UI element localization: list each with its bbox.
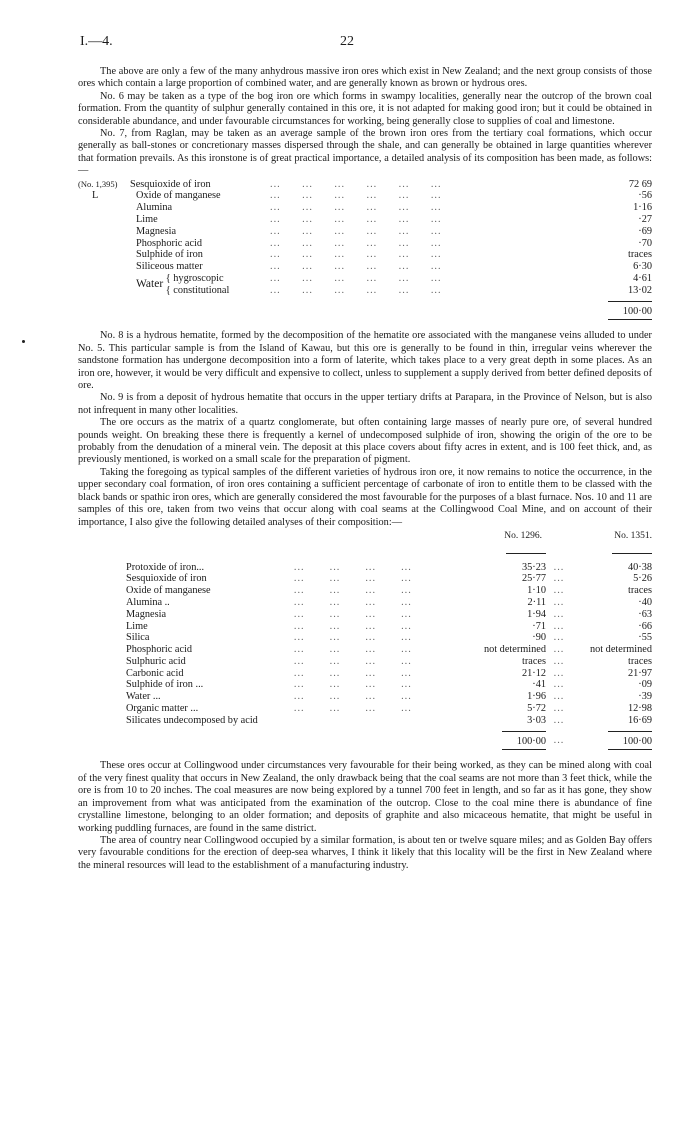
sample-ref-letter: L	[92, 190, 99, 202]
total-value: 100·00	[608, 731, 652, 751]
table-row: Sulphuric acid ... ... ... ... traces ... traces	[126, 655, 652, 667]
row-value: 13·02	[627, 284, 652, 296]
row-value: 1·16	[633, 202, 652, 214]
paragraph: The area of country near Collingwood occupied by a similar formation, is about ten or twelve square miles; and as Golden Bay offers very favourable conditions for the erection of deep-sea wharves, I think it likely that this locality will be the first in New Zealand where the mineral resources will lead to the establishment of a manufacturing industry.	[78, 834, 652, 871]
row-label: Sesquioxide of iron	[130, 178, 211, 190]
table-row: Silicates undecomposed by acid 3·03 ... 16·69	[126, 714, 652, 726]
analysis-table-raglan	[78, 179, 652, 321]
row-value: ·39	[638, 691, 652, 703]
row-label: hygroscopic	[173, 273, 224, 285]
row-value: 2·11	[527, 596, 546, 608]
row-value: ·09	[638, 679, 652, 691]
paragraph: The above are only a few of the many anhydrous massive iron ores which exist in New Zealand; and the next group consists of those ores which contain a large proportion of combined water, and are generally known as brown or hydrous ores.	[78, 66, 652, 90]
water-group: Water { hygroscopic { constitutional	[136, 273, 230, 296]
row-value: ·56	[638, 190, 652, 202]
table-row	[78, 249, 652, 261]
row-value: 21·97	[627, 667, 652, 679]
table-row	[78, 214, 652, 226]
row-label: Oxide of manganese	[126, 585, 211, 597]
table-row: Sulphide of iron ... ... ... ... ... ·41 ... ·09	[126, 679, 652, 691]
row-value: traces	[627, 655, 652, 667]
section-reference: I.—4.	[80, 34, 113, 49]
row-value: 16·69	[627, 714, 652, 726]
row-value: ·71	[532, 620, 546, 632]
row-label: Sulphide of iron ...	[126, 679, 204, 691]
sample-ref: (No. 1,395)	[78, 178, 118, 189]
row-label: Alumina	[136, 202, 173, 214]
row-value: 35·23	[521, 561, 546, 573]
table-row: Oxide of manganese ... ... ... ... 1·10 ... traces	[126, 585, 652, 597]
row-value: 3·03	[527, 714, 546, 726]
paragraph: No. 6 may be taken as a type of the bog iron ore which forms in swampy localities, generally near the outcrop of the brown coal formation. From the quantity of sulphur generally contained in this ore, it is not adapted for making good iron; but it could be obtained in considerable abundance, and under favourable circumstances for working, being generally close to supplies of coal and limestone.	[78, 90, 652, 127]
row-value: 4·61	[633, 273, 652, 285]
row-label: Protoxide of iron...	[126, 561, 205, 573]
table-row: Silica ... ... ... ... ·90 ... ·55	[126, 632, 652, 644]
paragraph: No. 9 is from a deposit of hydrous hematite that occurs in the upper tertiary drifts at Parapara, in the Province of Nelson, but is also not infrequent in many other localities.	[78, 392, 652, 416]
row-value: not determined	[483, 644, 546, 656]
table-row	[78, 238, 652, 250]
row-label: Magnesia	[126, 608, 167, 620]
row-value: ·90	[532, 632, 546, 644]
paragraph: No. 8 is a hydrous hematite, formed by the decomposition of the hematite ore associated with the manganese veins alluded to under No. 5. This particular sample is from the Island of Kawau, but this ore is generally to be found in thin, irregular veins wherever the sandstone formation has undergone decomposition into a form of laterite, which takes place to a very great depth in some places. As an iron ore, however, it would be very difficult and expensive to collect, unless to supplement a supply derived from better defined deposits of ore.	[78, 330, 652, 392]
table-header-row	[78, 531, 652, 543]
table-row: Magnesia ... ... ... ... 1·94 ... ·63	[126, 608, 652, 620]
leader-dots: ... ... ... ... ... ...	[270, 261, 442, 273]
margin-mark	[22, 340, 25, 343]
row-value: 6·30	[633, 261, 652, 273]
table-row	[78, 190, 652, 202]
total-value: 100·00	[608, 301, 652, 321]
table-row: Alumina .. ... ... ... ... 2·11 ... ·40	[126, 596, 652, 608]
table-row: Phosphoric acid ... ... ... ... not determined ... not determined	[126, 644, 652, 656]
row-value: ·41	[532, 679, 546, 691]
table-total-row: 100·00 ... 100·00	[78, 727, 652, 751]
row-label: Oxide of manganese	[136, 190, 221, 202]
leader-dots: ... ... ... ... ... ...	[270, 214, 442, 226]
row-label: Carbonic acid	[126, 667, 184, 679]
row-value: 25·77	[521, 573, 546, 585]
paragraph: The ore occurs as the matrix of a quartz conglomerate, but often containing large masses of nearly pure ore, of several hundred pounds weight. On breaking these there is frequently a kernel of undecomposed sulphide of iron, showing the origin of the ore to be probably from the denudation of a mineral vein. The deposit at this place covers about fifty acres in extent, and is 100 feet thick, and, as previously mentioned, is worked on a small scale for the preparation of pigment.	[78, 417, 652, 466]
row-label: Siliceous matter	[136, 261, 203, 273]
table-row: Water ... ... ... ... ... 1·96 ... ·39	[126, 691, 652, 703]
leader-dots: ... ... ... ... ... ...	[270, 202, 442, 214]
row-value: ·63	[638, 608, 652, 620]
document-body	[78, 66, 652, 872]
table-row	[78, 273, 652, 285]
table-row	[78, 202, 652, 214]
row-value: traces	[627, 585, 652, 597]
table-row: Protoxide of iron... ... ... ... ... 35·23 ... 40·38	[126, 561, 652, 573]
row-value: 5·72	[527, 703, 546, 715]
row-value: 1·96	[527, 691, 546, 703]
leader-dots: ... ... ... ... ... ...	[270, 178, 442, 190]
row-label: Lime	[136, 214, 158, 226]
total-value: 100·00	[502, 731, 546, 751]
row-value: 12·98	[627, 703, 652, 715]
row-value: ·70	[638, 237, 652, 249]
row-value: traces	[627, 249, 652, 261]
row-value: 1·94	[527, 608, 546, 620]
table-row: Sesquioxide of iron ... ... ... ... 25·77 ... 5·26	[126, 573, 652, 585]
row-value: 72 69	[628, 178, 652, 190]
water-label: Water	[136, 277, 164, 290]
row-label: Water ...	[126, 691, 161, 703]
row-label: Sesquioxide of iron	[126, 573, 207, 585]
row-label: Sulphide of iron	[136, 249, 203, 261]
leader-dots: ... ... ... ... ... ...	[270, 225, 442, 237]
row-value: ·27	[638, 214, 652, 226]
table-total-row	[78, 297, 652, 321]
leader-dots: ... ... ... ... ... ...	[270, 249, 442, 261]
leader-dots: ... ... ... ... ... ...	[270, 284, 442, 296]
paragraph: No. 7, from Raglan, may be taken as an average sample of the brown iron ores from the tertiary coal formations, which occur generally as ball-stones or concretionary masses dispersed through the shale, and can generally be obtained in large quantities wherever that formation prevails. As this ironstone is of great practical importance, a detailed analysis of its composition has been made, as follows:—	[78, 128, 652, 177]
leader-dots: ... ... ... ... ... ...	[270, 237, 442, 249]
row-value: not determined	[589, 644, 652, 656]
row-value: ·66	[638, 620, 652, 632]
table-row	[78, 226, 652, 238]
running-header	[0, 34, 700, 54]
row-value: 21·12	[521, 667, 546, 679]
column-header: No. 1351.	[614, 530, 652, 541]
row-label: Lime	[126, 620, 148, 632]
leader-dots: ... ... ... ... ... ...	[270, 273, 442, 285]
leader-dots: ... ... ... ... ... ...	[270, 190, 442, 202]
row-value: ·40	[638, 596, 652, 608]
analysis-table-collingwood	[78, 531, 652, 751]
row-label: Silicates undecomposed by acid	[126, 714, 258, 726]
row-label: constitutional	[173, 284, 230, 296]
row-value: ·55	[638, 632, 652, 644]
row-label: Phosphoric acid	[136, 237, 203, 249]
row-value: 40·38	[627, 561, 652, 573]
row-label: Sulphuric acid	[126, 655, 186, 667]
table-row: Organic matter ... ... ... ... ... 5·72 ... 12·98	[126, 703, 652, 715]
row-label: Silica	[126, 632, 150, 644]
table-row: Carbonic acid ... ... ... ... 21·12 ... 21·97	[126, 667, 652, 679]
row-value: traces	[521, 655, 546, 667]
paragraph: These ores occur at Collingwood under circumstances very favourable for their being worked, as they can be mined along with coal of the very finest quality that occurs in New Zealand, the only drawback being that the coal seams are not more than 3 feet thick, while the ore is from 10 to 20 inches. The coal measures are now being explored by a tunnel 700 feet in length, and so far as it has gone, they show an improvement from what was anticipated from the examination of the outcrop. Close to the coal mine there is abundance of fine crystalline limestone, belonging to an older formation; and deposits of graphite and also micaceous hematite, that might be useful in working puddling furnaces, are found in the same district.	[78, 760, 652, 834]
column-header: No. 1296.	[504, 530, 542, 541]
row-label: Organic matter ...	[126, 703, 199, 715]
table-row	[78, 261, 652, 273]
row-value: 1·10	[527, 585, 546, 597]
row-value: 5·26	[633, 573, 652, 585]
row-label: Phosphoric acid	[126, 644, 193, 656]
table-row: Lime ... ... ... ... ·71 ... ·66	[126, 620, 652, 632]
page-number: 22	[340, 34, 354, 49]
row-label: Alumina ..	[126, 596, 170, 608]
row-value: ·69	[638, 225, 652, 237]
table-row	[78, 179, 652, 191]
row-label: Magnesia	[136, 225, 177, 237]
paragraph: Taking the foregoing as typical samples of the different varieties of hydrous iron ore, it now remains to notice the occurrence, in the upper secondary coal formation, of iron ores containing a sufficient percentage of carbonate of iron to entitle them to be classed with the black bands or spathic iron ores, which are generally considered the most favourable for the purposes of a blast furnace. Nos. 10 and 11 are samples of this ore, taken from two veins that occur along with coal seams at the Collingwood Coal Mine, and on account of their importance, I also give the following detailed analyses of their composition:—	[78, 466, 652, 528]
